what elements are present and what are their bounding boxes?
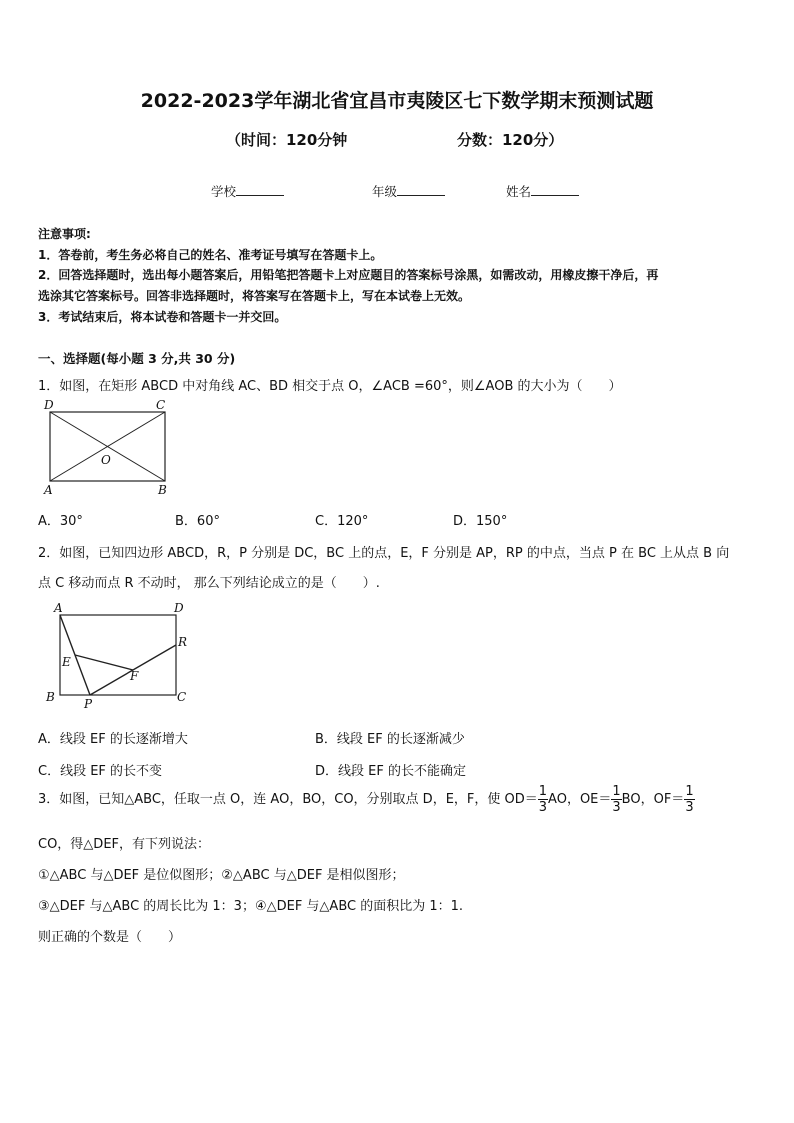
label-r: R	[178, 635, 188, 649]
label-d: D	[174, 601, 184, 615]
label-c: C	[156, 398, 166, 412]
grade-blank	[397, 183, 445, 196]
notice-heading: 注意事项:	[38, 227, 91, 241]
question-3-statement-line2: ③△DEF 与△ABC 的周长比为 1：3；④△DEF 与△ABC 的面积比为 1：1.	[38, 899, 464, 914]
exam-score: 分数：120分）	[457, 131, 564, 149]
segment-ef	[75, 655, 133, 670]
question-2-option-c: C．线段 EF 的长不变	[38, 764, 163, 779]
label-o: O	[101, 453, 111, 467]
question-2-figure	[38, 598, 198, 710]
notice-item: 选涂其它答案标号。回答非选择题时，将答案写在答题卡上，写在本试卷上无效。	[38, 289, 471, 303]
question-2-option-b: B．线段 EF 的长逐渐减少	[315, 732, 465, 747]
notice-item: 1．答卷前，考生务必将自己的姓名、准考证号填写在答题卡上。	[38, 248, 383, 262]
school-label: 学校	[211, 184, 237, 199]
grade-field	[372, 182, 445, 200]
school-field	[211, 182, 284, 200]
question-1-option-a: A．30°	[38, 514, 83, 529]
question-2-option-d: D．线段 EF 的长不能确定	[315, 764, 466, 779]
question-1-option-b: B．60°	[175, 514, 220, 529]
label-b: B	[158, 483, 167, 497]
question-3-statement-line1: ①△ABC 与△DEF 是位似图形；②△ABC 与△DEF 是相似图形；	[38, 868, 405, 883]
label-d: D	[44, 398, 54, 412]
label-a: A	[54, 601, 63, 615]
section-heading: 一、选择题(每小题 3 分,共 30 分)	[38, 351, 236, 366]
grade-label: 年级	[372, 184, 398, 199]
question-1-option-c: C．120°	[315, 514, 369, 529]
label-a: A	[44, 483, 53, 497]
question-2-stem-line2: 点 C 移动而点 R 不动时， 那么下列结论成立的是（ ）.	[38, 576, 380, 591]
question-1-option-d: D．150°	[453, 514, 508, 529]
page-title: 2022-2023学年湖北省宜昌市夷陵区七下数学期末预测试题	[140, 90, 654, 112]
exam-time: （时间：120分钟	[226, 131, 348, 149]
question-2-stem-line1: 2．如图，已知四边形 ABCD，R，P 分别是 DC，BC 上的点，E，F 分别是 AP，RP 的中点，当点 P 在 BC 上从点 B 向	[38, 546, 730, 561]
notice-item: 3．考试结束后，将本试卷和答题卡一并交回。	[38, 310, 287, 324]
question-3-stem-part: 3．如图，已知△ABC，任取一点 O，连 AO，BO，CO，分别取点 D，E，F，使 OD＝	[38, 792, 538, 807]
label-e: E	[62, 655, 71, 669]
fraction-one-third: $\frac{1}{3}$	[685, 784, 694, 815]
notice-item: 2．回答选择题时，选出每小题答案后，用铅笔把答题卡上对应题目的答案标号涂黑，如需改动，用橡皮擦干净后，再	[38, 268, 659, 282]
question-1-stem: 1．如图，在矩形 ABCD 中对角线 AC、BD 相交于点 O，∠ACB =60°，则∠AOB 的大小为（ ）	[38, 379, 622, 394]
label-f: F	[130, 669, 139, 683]
name-label: 姓名	[506, 184, 532, 199]
question-3-stem-line1	[38, 784, 695, 815]
name-blank	[531, 183, 579, 196]
label-c: C	[177, 690, 187, 704]
school-blank	[236, 183, 284, 196]
name-field	[506, 182, 579, 200]
question-3-stem-part: AO，OE＝	[548, 792, 612, 807]
question-3-stem-line2: CO，得△DEF，有下列说法：	[38, 837, 211, 852]
label-p: P	[84, 697, 93, 710]
fraction-one-third: $\frac{1}{3}$	[538, 784, 548, 815]
question-2-option-a: A．线段 EF 的长逐渐增大	[38, 732, 188, 747]
label-b: B	[46, 690, 55, 704]
question-3-stem-part: BO，OF＝	[621, 792, 685, 807]
question-3-prompt: 则正确的个数是（ ）	[38, 930, 182, 945]
fraction-one-third: $\frac{1}{3}$	[612, 784, 621, 815]
question-1-figure	[38, 396, 178, 500]
